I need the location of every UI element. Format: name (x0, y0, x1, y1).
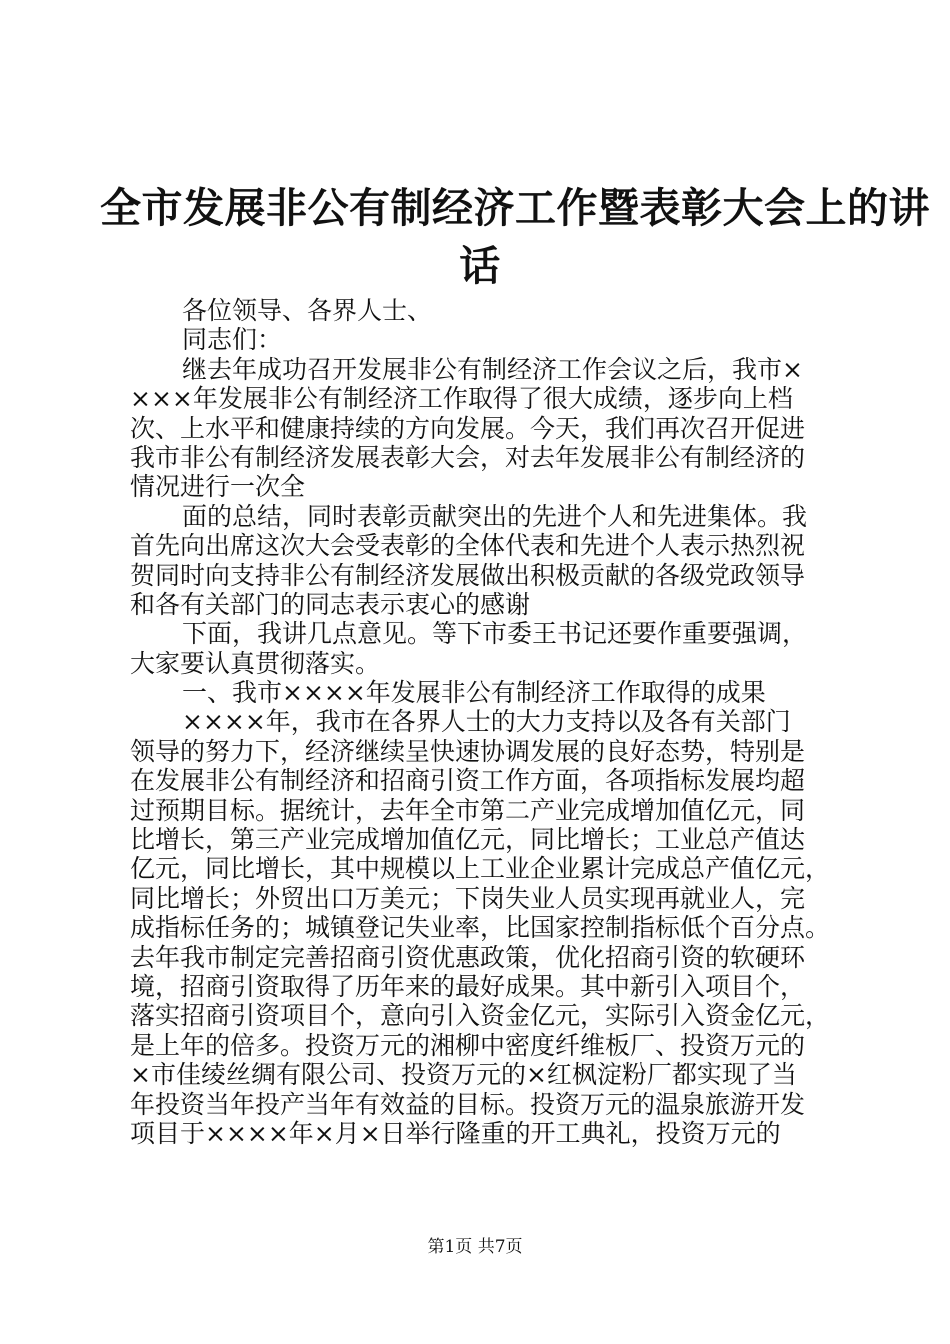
body-text-line: 同比增长；外贸出口万美元；下岗失业人员实现再就业人，完 (130, 883, 806, 913)
body-text-line: 首先向出席这次大会受表彰的全体代表和先进个人表示热烈祝 (130, 531, 806, 561)
body-text-line: ×××年发展非公有制经济工作取得了很大成绩，逐步向上档 (130, 384, 793, 414)
body-text-line: 是上年的倍多。投资万元的湘柳中密度纤维板厂、投资万元的 (130, 1030, 806, 1060)
body-text-line: 在发展非公有制经济和招商引资工作方面，各项指标发展均超 (130, 766, 806, 796)
body-text-line: 各位领导、各界人士、 (182, 296, 433, 325)
body-text-line: 过预期目标。据统计，去年全市第二产业完成增加值亿元，同 (130, 795, 806, 825)
body-text-line: 去年我市制定完善招商引资优惠政策，优化招商引资的软硬环 (130, 942, 806, 972)
body-text-line: 落实招商引资项目个，意向引入资金亿元，实际引入资金亿元， (130, 1001, 831, 1031)
body-text-line: 贺同时向支持非公有制经济发展做出积极贡献的各级党政领导 (130, 560, 806, 590)
page-footer: 第1页 共7页 (427, 1237, 523, 1257)
body-text-line: 同志们： (182, 325, 283, 355)
document-title-line-2: 话 (459, 242, 501, 290)
body-text-line: 年投资当年投产当年有效益的目标。投资万元的温泉旅游开发 (130, 1089, 806, 1119)
body-text-line: 比增长，第三产业完成增加值亿元，同比增长；工业总产值达 (130, 825, 806, 855)
document-title-line-1: 全市发展非公有制经济工作暨表彰大会上的讲 (100, 184, 930, 232)
body-text-line: 境，招商引资取得了历年来的最好成果。其中新引入项目个， (130, 971, 806, 1001)
body-text-line: 项目于××××年×月×日举行隆重的开工典礼，投资万元的 (130, 1118, 781, 1148)
body-text-line: 次、上水平和健康持续的方向发展。今天，我们再次召开促进 (130, 413, 806, 443)
body-text-line: 情况进行一次全 (130, 472, 306, 502)
body-text-line: 领导的努力下，经济继续呈快速协调发展的良好态势，特别是 (130, 736, 806, 766)
body-text-line: 下面，我讲几点意见。等下市委王书记还要作重要强调， (182, 619, 808, 649)
document-body (130, 296, 840, 1148)
body-text-line: 成指标任务的；城镇登记失业率，比国家控制指标低个百分点。 (130, 913, 831, 943)
body-text-line: 我市非公有制经济发展表彰大会，对去年发展非公有制经济的 (130, 442, 806, 472)
body-text-line: 大家要认真贯彻落实。 (130, 648, 381, 678)
body-text-line: ××××年，我市在各界人士的大力支持以及各有关部门 (182, 707, 791, 737)
body-text-line: 一、我市××××年发展非公有制经济工作取得的成果 (182, 678, 766, 708)
body-text-line: 和各有关部门的同志表示衷心的感谢 (130, 589, 531, 619)
body-text-line: 面的总结，同时表彰贡献突出的先进个人和先进集体。我 (182, 501, 808, 531)
body-text-line: ×市佳绫丝绸有限公司、投资万元的×红枫淀粉厂都实现了当 (130, 1060, 797, 1090)
body-text-line: 继去年成功召开发展非公有制经济工作会议之后，我市× (182, 354, 803, 384)
body-text-line: 亿元，同比增长，其中规模以上工业企业累计完成总产值亿元， (130, 854, 831, 884)
